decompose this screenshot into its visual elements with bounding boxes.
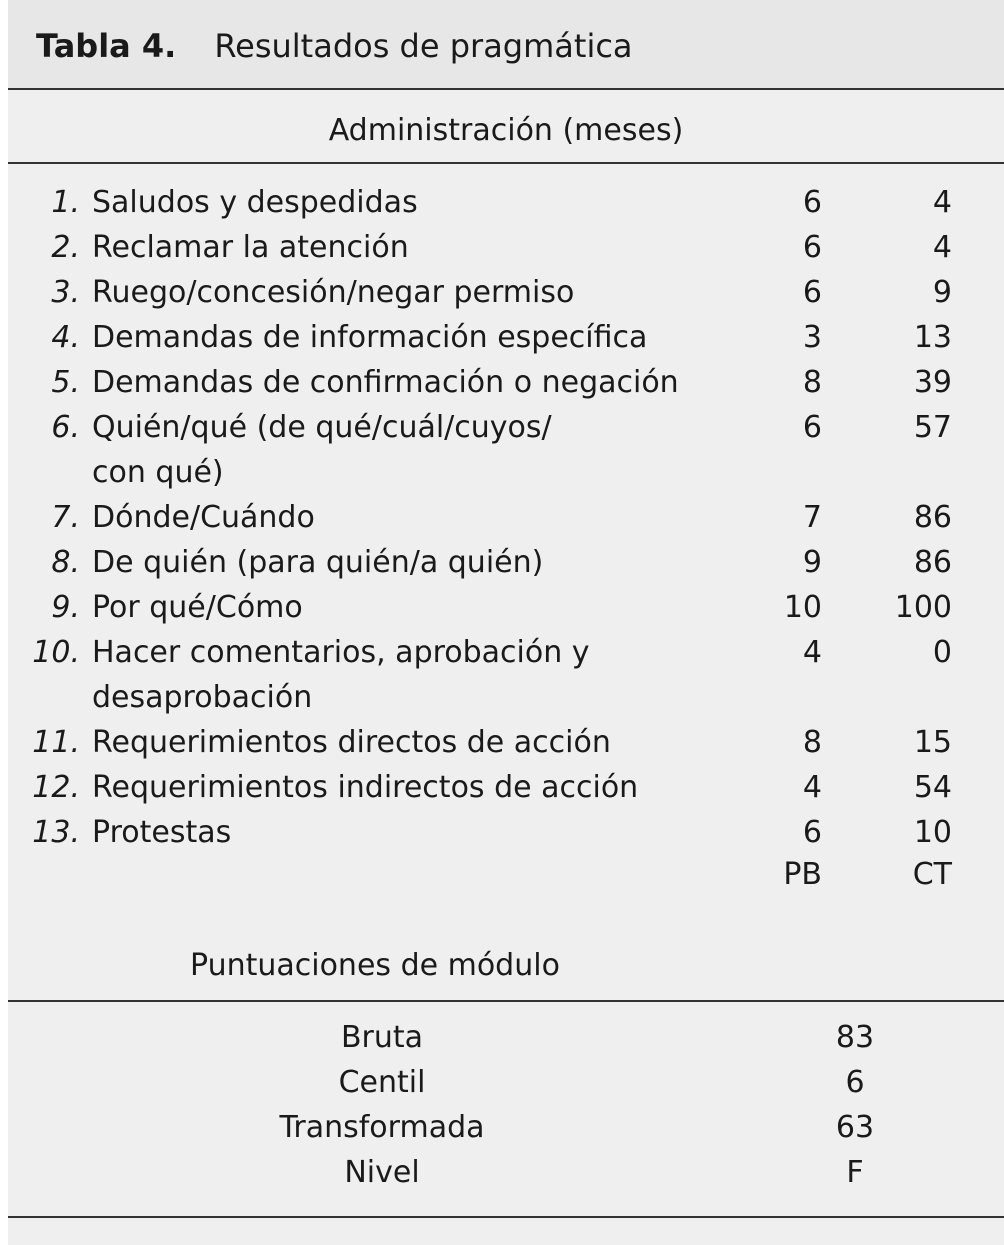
module-label: Nivel bbox=[344, 1155, 420, 1190]
module-scores-table bbox=[8, 1015, 1004, 1195]
row-number: 10. bbox=[32, 635, 80, 670]
module-value: 6 bbox=[845, 1065, 865, 1100]
row-pb: 6 bbox=[802, 230, 822, 265]
table-row bbox=[8, 360, 1004, 405]
row-ct: 4 bbox=[932, 185, 952, 220]
module-label: Centil bbox=[338, 1065, 426, 1100]
row-number: 13. bbox=[32, 815, 80, 850]
row-number: 6. bbox=[51, 410, 80, 445]
table-row bbox=[8, 225, 1004, 270]
row-text: Dónde/Cuándo bbox=[92, 500, 315, 535]
module-label: Transformada bbox=[279, 1110, 485, 1145]
table-row bbox=[8, 630, 1004, 720]
rule-module bbox=[8, 1000, 1004, 1002]
row-text: De quién (para quién/a quién) bbox=[92, 545, 544, 580]
table-row bbox=[8, 765, 1004, 810]
row-text: Protestas bbox=[92, 815, 232, 850]
table-row bbox=[8, 720, 1004, 765]
row-ct: 86 bbox=[913, 545, 952, 580]
row-number: 3. bbox=[51, 275, 80, 310]
row-ct: 15 bbox=[913, 725, 952, 760]
row-pb: 10 bbox=[783, 590, 822, 625]
row-number: 2. bbox=[51, 230, 80, 265]
row-number: 11. bbox=[32, 725, 80, 760]
row-number: 5. bbox=[51, 365, 80, 400]
module-value: F bbox=[846, 1155, 864, 1190]
column-headers bbox=[8, 852, 1004, 897]
rule-header bbox=[8, 162, 1004, 164]
module-row bbox=[8, 1015, 1004, 1060]
module-value: 83 bbox=[835, 1020, 875, 1055]
module-row bbox=[8, 1105, 1004, 1150]
row-pb: 6 bbox=[802, 275, 822, 310]
row-pb: 4 bbox=[802, 635, 822, 670]
row-number: 12. bbox=[32, 770, 80, 805]
row-number: 1. bbox=[51, 185, 80, 220]
row-pb: 3 bbox=[802, 320, 822, 355]
table-row bbox=[8, 540, 1004, 585]
table-row bbox=[8, 810, 1004, 855]
row-pb: 6 bbox=[802, 815, 822, 850]
row-text: Ruego/concesión/negar permiso bbox=[92, 275, 575, 310]
table-row bbox=[8, 405, 1004, 495]
module-row bbox=[8, 1150, 1004, 1195]
row-pb: 7 bbox=[802, 500, 822, 535]
row-pb: 9 bbox=[802, 545, 822, 580]
row-ct: 86 bbox=[913, 500, 952, 535]
row-text: Quién/qué (de qué/cuál/cuyos/ con qué) bbox=[92, 410, 552, 490]
row-pb: 4 bbox=[802, 770, 822, 805]
table-title bbox=[36, 26, 633, 66]
row-number: 7. bbox=[51, 500, 80, 535]
row-pb: 8 bbox=[802, 365, 822, 400]
administration-header: Administración (meses) bbox=[328, 113, 684, 148]
module-row bbox=[8, 1060, 1004, 1105]
row-pb: 8 bbox=[802, 725, 822, 760]
module-value: 63 bbox=[835, 1110, 875, 1145]
row-text: Demandas de información específica bbox=[92, 320, 648, 355]
row-ct: 10 bbox=[913, 815, 952, 850]
table-row bbox=[8, 270, 1004, 315]
table-row bbox=[8, 315, 1004, 360]
row-pb: 6 bbox=[802, 410, 822, 445]
row-ct: 0 bbox=[932, 635, 952, 670]
row-text: Reclamar la atención bbox=[92, 230, 409, 265]
row-text: Por qué/Cómo bbox=[92, 590, 303, 625]
row-ct: 13 bbox=[913, 320, 952, 355]
row-text: Requerimientos indirectos de acción bbox=[92, 770, 639, 805]
row-pb: 6 bbox=[802, 185, 822, 220]
row-number: 8. bbox=[51, 545, 80, 580]
row-number: 4. bbox=[51, 320, 80, 355]
row-text: Saludos y despedidas bbox=[92, 185, 418, 220]
module-label: Bruta bbox=[340, 1020, 424, 1055]
items-table bbox=[8, 180, 1004, 855]
table-row bbox=[8, 180, 1004, 225]
table-title-text: Resultados de pragmática bbox=[214, 27, 633, 65]
table-row bbox=[8, 495, 1004, 540]
row-ct: 4 bbox=[932, 230, 952, 265]
row-ct: 100 bbox=[894, 590, 952, 625]
rule-top bbox=[8, 88, 1004, 90]
rule-bottom bbox=[8, 1216, 1004, 1218]
row-text: Hacer comentarios, aprobación y desaprobación bbox=[92, 635, 590, 715]
row-ct: 39 bbox=[913, 365, 952, 400]
column-header-ct: CT bbox=[912, 857, 952, 892]
table-row bbox=[8, 585, 1004, 630]
row-number: 9. bbox=[51, 590, 80, 625]
table-label: Tabla 4. bbox=[36, 27, 177, 65]
row-text: Requerimientos directos de acción bbox=[92, 725, 611, 760]
row-ct: 54 bbox=[913, 770, 952, 805]
row-text: Demandas de confirmación o negación bbox=[92, 365, 679, 400]
results-table-page bbox=[8, 0, 1004, 1245]
column-header-pb: PB bbox=[783, 857, 822, 892]
row-ct: 9 bbox=[932, 275, 952, 310]
row-ct: 57 bbox=[913, 410, 952, 445]
module-scores-title: Puntuaciones de módulo bbox=[190, 948, 560, 983]
